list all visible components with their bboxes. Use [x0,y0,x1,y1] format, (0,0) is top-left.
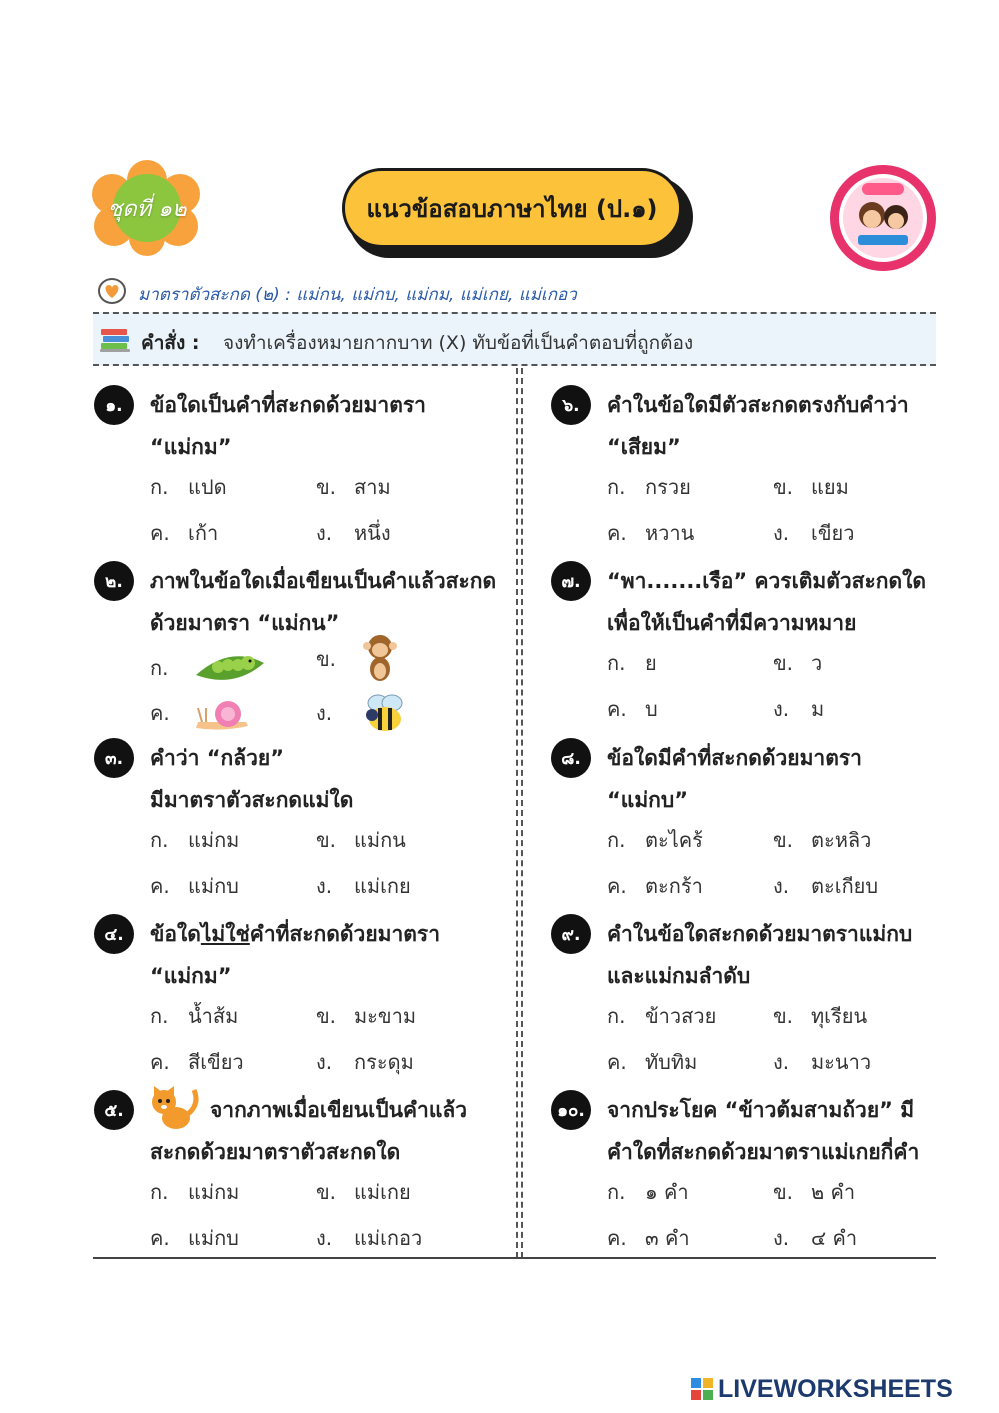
question-text: “พา.......เรือ” ควรเติมตัวสะกดใด [607,569,927,593]
question-text: ข้อใดไม่ใช่คำที่สะกดด้วยมาตรา [150,922,440,946]
bottom-rule [93,1257,936,1259]
books-icon [99,326,131,354]
question-text: “เสียม” [607,435,681,459]
option-c[interactable]: ค. แม่กบ [150,1226,239,1250]
option-d[interactable]: ง. ม [773,697,825,721]
option-c[interactable]: ค. เก้า [150,521,219,545]
option-a[interactable]: ก. [150,649,266,689]
option-b[interactable]: ข. แม่เกย [316,1180,411,1204]
option-b[interactable]: ข. มะขาม [316,1004,417,1028]
option-c[interactable]: ค. [150,697,250,732]
caterpillar-icon [194,649,266,689]
question-number: ๑. [94,385,134,425]
set-number-badge [88,160,206,256]
option-c[interactable]: ค. แม่กบ [150,874,239,898]
liveworksheets-watermark [690,1374,953,1404]
option-a[interactable]: ก. แปด [150,475,227,499]
option-d[interactable]: ง. มะนาว [773,1050,872,1074]
option-b[interactable]: ข. แม่กน [316,828,406,852]
heart-icon [97,277,127,305]
liveworksheets-logo-icon [690,1377,714,1401]
option-a[interactable]: ก. ข้าวสวย [607,1004,717,1028]
option-c[interactable]: ค. หวาน [607,521,695,545]
question-text: “แม่กม” [150,435,232,459]
baan-lert-idea-logo-icon [828,163,938,273]
topic-line: มาตราตัวสะกด (๒) : แม่กน, แม่กบ, แม่กม, แม่เกย, แม่เกอว [138,285,577,305]
question-number: ๓. [94,738,134,778]
question-text: ข้อใดมีคำที่สะกดด้วยมาตรา [607,746,862,770]
question-number: ๘. [551,738,591,778]
question-text: “แม่กบ” [607,788,689,812]
option-a[interactable]: ก. แม่กม [150,828,240,852]
page-title: แนวข้อสอบภาษาไทย (ป.๑) [342,168,682,248]
option-b[interactable]: ข. [316,633,400,687]
question-number: ๗. [551,561,591,601]
option-a[interactable]: ก. ตะไคร้ [607,828,703,852]
question-text: คำใดที่สะกดด้วยมาตราแม่เกยกี่คำ [607,1140,920,1164]
option-d[interactable]: ง. [316,693,410,735]
option-b[interactable]: ข. ทุเรียน [773,1004,868,1028]
instruction-text: จงทำเครื่องหมายกากบาท (X) ทับข้อที่เป็นคำตอบที่ถูกต้อง [223,332,694,354]
option-a[interactable]: ก. แม่กม [150,1180,240,1204]
option-d[interactable]: ง. กระดุม [316,1050,414,1074]
question-text: ด้วยมาตรา “แม่กน” [150,611,340,635]
option-c[interactable]: ค. ๓ คำ [607,1226,690,1250]
question-text: ภาพในข้อใดเมื่อเขียนเป็นคำแล้วสะกด [150,569,497,593]
option-a[interactable]: ก. ย [607,651,657,675]
option-a[interactable]: ก. กรวย [607,475,691,499]
monkey-icon [360,633,400,687]
footer-text: LIVEWORKSHEETS [718,1374,953,1403]
option-d[interactable]: ง. หนึ่ง [316,521,391,545]
question-text: เพื่อให้เป็นคำที่มีความหมาย [607,611,857,635]
instruction-bar [93,312,936,366]
snail-icon [194,698,250,732]
question-text: จากภาพเมื่อเขียนเป็นคำแล้ว [210,1098,468,1122]
question-text: ข้อใดเป็นคำที่สะกดด้วยมาตรา [150,393,426,417]
column-divider [516,368,518,1258]
question-text: คำว่า “กล้วย” [150,746,285,770]
option-a[interactable]: ก. น้ำส้ม [150,1004,239,1028]
question-number: ๔. [94,914,134,954]
question-text: มีมาตราตัวสะกดแม่ใด [150,788,354,812]
option-b[interactable]: ข. แยม [773,475,849,499]
instruction-label: คำสั่ง : [141,332,200,354]
option-b[interactable]: ข. ตะหลิว [773,828,872,852]
option-a[interactable]: ก. ๑ คำ [607,1180,689,1204]
question-text: สะกดด้วยมาตราตัวสะกดใด [150,1140,401,1164]
bee-icon [360,693,410,735]
option-c[interactable]: ค. บ [607,697,658,721]
set-number-label: ชุดที่ ๑๒ [107,196,187,222]
option-c[interactable]: ค. ตะกร้า [607,874,703,898]
option-d[interactable]: ง. ตะเกียบ [773,874,879,898]
question-number: ๖. [551,385,591,425]
option-d[interactable]: ง. แม่เกย [316,874,411,898]
option-b[interactable]: ข. สาม [316,475,391,499]
question-text: “แม่กม” [150,964,232,988]
option-d[interactable]: ง. ๔ คำ [773,1226,858,1250]
option-b[interactable]: ข. ว [773,651,823,675]
question-text: คำในข้อใดสะกดด้วยมาตราแม่กบ [607,922,913,946]
option-c[interactable]: ค. ทับทิม [607,1050,698,1074]
question-text: จากประโยค “ข้าวต้มสามถ้วย” มี [607,1098,915,1122]
option-b[interactable]: ข. ๒ คำ [773,1180,856,1204]
option-d[interactable]: ง. เขียว [773,521,855,545]
question-number: ๑๐. [551,1090,591,1130]
option-d[interactable]: ง. แม่เกอว [316,1226,423,1250]
emphasis-text: ไม่ใช่ [200,922,250,946]
brand-logo [828,163,938,273]
column-divider [521,368,523,1258]
question-number: ๙. [551,914,591,954]
question-number: ๕. [94,1090,134,1130]
question-text: คำในข้อใดมีตัวสะกดตรงกับคำว่า [607,393,909,417]
question-text: และแม่กมลำดับ [607,964,751,988]
option-c[interactable]: ค. สีเขียว [150,1050,244,1074]
question-number: ๒. [94,561,134,601]
cat-icon [148,1084,200,1132]
